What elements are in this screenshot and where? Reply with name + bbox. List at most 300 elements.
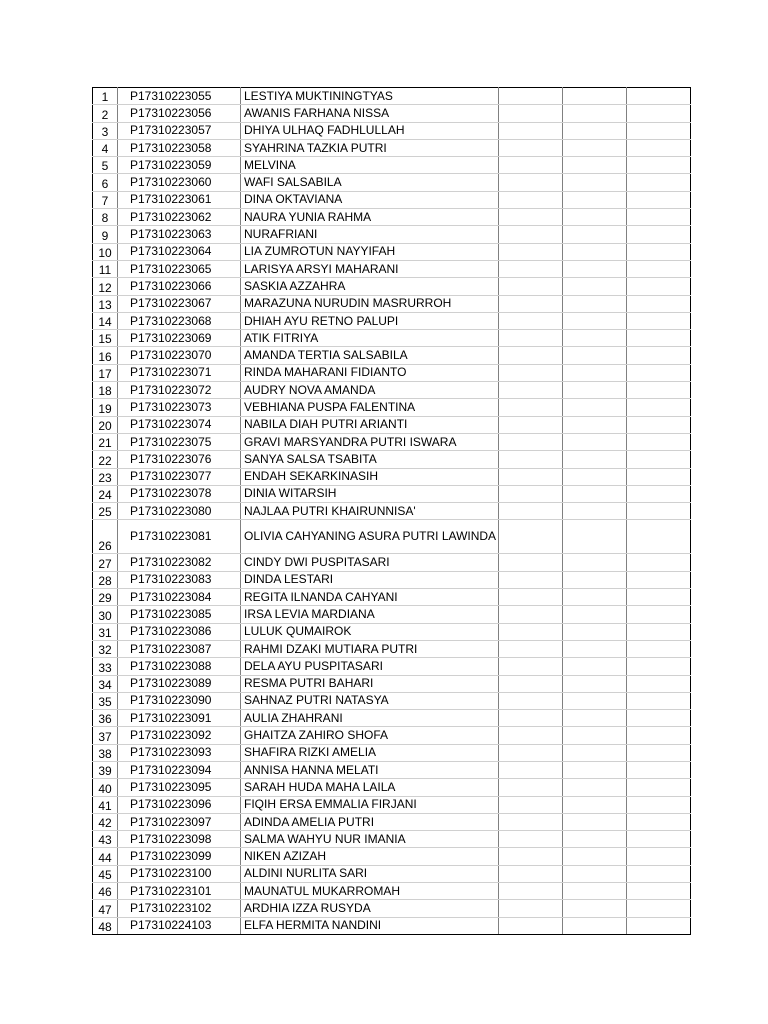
empty-cell	[563, 88, 627, 105]
table-row	[93, 364, 691, 381]
empty-cell	[499, 883, 563, 900]
student-id: P17310223060	[118, 174, 241, 191]
table-row	[93, 105, 691, 122]
student-name: MARAZUNA NURUDIN MASRURROH	[241, 295, 499, 312]
empty-cell	[499, 485, 563, 502]
student-id: P17310223087	[118, 640, 241, 657]
empty-cell	[627, 416, 691, 433]
empty-cell	[627, 451, 691, 468]
table-row	[93, 692, 691, 709]
empty-cell	[627, 105, 691, 122]
student-id: P17310223074	[118, 416, 241, 433]
empty-cell	[627, 364, 691, 381]
empty-cell	[563, 917, 627, 934]
student-table	[92, 87, 691, 935]
empty-cell	[627, 88, 691, 105]
student-name: IRSA LEVIA MARDIANA	[241, 606, 499, 623]
empty-cell	[627, 589, 691, 606]
student-name: FIQIH ERSA EMMALIA FIRJANI	[241, 796, 499, 813]
empty-cell	[563, 347, 627, 364]
row-number: 6	[93, 174, 118, 191]
student-id: P17310223088	[118, 658, 241, 675]
student-name: MELVINA	[241, 157, 499, 174]
table-row	[93, 744, 691, 761]
table-row	[93, 88, 691, 105]
row-number: 10	[93, 243, 118, 260]
row-number: 27	[93, 554, 118, 571]
empty-cell	[627, 278, 691, 295]
empty-cell	[627, 433, 691, 450]
student-name: ELFA HERMITA NANDINI	[241, 917, 499, 934]
row-number: 25	[93, 503, 118, 520]
row-number: 29	[93, 589, 118, 606]
student-id: P17310223093	[118, 744, 241, 761]
table-row	[93, 295, 691, 312]
student-name: ATIK FITRIYA	[241, 330, 499, 347]
row-number: 36	[93, 710, 118, 727]
empty-cell	[563, 330, 627, 347]
student-name: NIKEN AZIZAH	[241, 848, 499, 865]
student-id: P17310223063	[118, 226, 241, 243]
student-id: P17310223082	[118, 554, 241, 571]
student-name: AMANDA TERTIA SALSABILA	[241, 347, 499, 364]
empty-cell	[563, 623, 627, 640]
student-name: WAFI SALSABILA	[241, 174, 499, 191]
empty-cell	[499, 122, 563, 139]
empty-cell	[627, 157, 691, 174]
table-row	[93, 416, 691, 433]
row-number: 28	[93, 571, 118, 588]
student-name: SYAHRINA TAZKIA PUTRI	[241, 139, 499, 156]
student-name: MAUNATUL MUKARROMAH	[241, 883, 499, 900]
empty-cell	[563, 675, 627, 692]
student-name: CINDY DWI PUSPITASARI	[241, 554, 499, 571]
student-name: SARAH HUDA MAHA LAILA	[241, 779, 499, 796]
student-id: P17310223065	[118, 260, 241, 277]
empty-cell	[627, 554, 691, 571]
empty-cell	[627, 779, 691, 796]
row-number: 21	[93, 433, 118, 450]
student-name: SAHNAZ PUTRI NATASYA	[241, 692, 499, 709]
student-id: P17310223100	[118, 865, 241, 882]
student-id: P17310223092	[118, 727, 241, 744]
table-row	[93, 191, 691, 208]
row-number: 20	[93, 416, 118, 433]
student-id: P17310223102	[118, 900, 241, 917]
table-row	[93, 468, 691, 485]
empty-cell	[499, 606, 563, 623]
empty-cell	[627, 174, 691, 191]
empty-cell	[563, 243, 627, 260]
empty-cell	[499, 744, 563, 761]
empty-cell	[563, 312, 627, 329]
table-row	[93, 640, 691, 657]
row-number: 8	[93, 209, 118, 226]
row-number: 35	[93, 692, 118, 709]
table-row	[93, 606, 691, 623]
student-id: P17310223056	[118, 105, 241, 122]
row-number: 15	[93, 330, 118, 347]
empty-cell	[499, 468, 563, 485]
row-number: 48	[93, 917, 118, 934]
empty-cell	[499, 554, 563, 571]
student-id: P17310223059	[118, 157, 241, 174]
empty-cell	[627, 710, 691, 727]
table-row	[93, 554, 691, 571]
empty-cell	[499, 520, 563, 554]
student-name: DINIA WITARSIH	[241, 485, 499, 502]
empty-cell	[499, 278, 563, 295]
table-row	[93, 710, 691, 727]
empty-cell	[627, 468, 691, 485]
empty-cell	[563, 157, 627, 174]
empty-cell	[499, 503, 563, 520]
table-row	[93, 226, 691, 243]
table-row	[93, 157, 691, 174]
empty-cell	[563, 485, 627, 502]
empty-cell	[499, 710, 563, 727]
student-id: P17310223098	[118, 831, 241, 848]
table-row	[93, 571, 691, 588]
row-number: 38	[93, 744, 118, 761]
empty-cell	[627, 399, 691, 416]
empty-cell	[627, 813, 691, 830]
empty-cell	[563, 139, 627, 156]
row-number: 26	[93, 520, 118, 554]
student-name: ANNISA HANNA MELATI	[241, 761, 499, 778]
empty-cell	[563, 399, 627, 416]
row-number: 34	[93, 675, 118, 692]
student-name: ENDAH SEKARKINASIH	[241, 468, 499, 485]
empty-cell	[563, 606, 627, 623]
table-row	[93, 451, 691, 468]
row-number: 46	[93, 883, 118, 900]
table-row	[93, 503, 691, 520]
empty-cell	[563, 191, 627, 208]
empty-cell	[627, 226, 691, 243]
student-name: LULUK QUMAIROK	[241, 623, 499, 640]
empty-cell	[499, 139, 563, 156]
empty-cell	[499, 779, 563, 796]
student-id: P17310223101	[118, 883, 241, 900]
student-name: NAURA YUNIA RAHMA	[241, 209, 499, 226]
table-row	[93, 330, 691, 347]
student-id: P17310223069	[118, 330, 241, 347]
table-row	[93, 589, 691, 606]
empty-cell	[499, 157, 563, 174]
student-name: VEBHIANA PUSPA FALENTINA	[241, 399, 499, 416]
empty-cell	[563, 520, 627, 554]
empty-cell	[563, 260, 627, 277]
empty-cell	[499, 416, 563, 433]
student-id: P17310223070	[118, 347, 241, 364]
table-row	[93, 848, 691, 865]
empty-cell	[627, 312, 691, 329]
row-number: 12	[93, 278, 118, 295]
row-number: 5	[93, 157, 118, 174]
table-row	[93, 399, 691, 416]
student-name: GRAVI MARSYANDRA PUTRI ISWARA	[241, 433, 499, 450]
row-number: 4	[93, 139, 118, 156]
row-number: 43	[93, 831, 118, 848]
empty-cell	[627, 520, 691, 554]
empty-cell	[563, 364, 627, 381]
row-number: 32	[93, 640, 118, 657]
empty-cell	[627, 848, 691, 865]
table-row	[93, 796, 691, 813]
student-name: SHAFIRA RIZKI AMELIA	[241, 744, 499, 761]
table-row	[93, 433, 691, 450]
empty-cell	[563, 692, 627, 709]
student-name: DINDA LESTARI	[241, 571, 499, 588]
student-id: P17310223081	[118, 520, 241, 554]
empty-cell	[627, 503, 691, 520]
empty-cell	[563, 589, 627, 606]
table-row	[93, 900, 691, 917]
student-name: NAJLAA PUTRI KHAIRUNNISA'	[241, 503, 499, 520]
empty-cell	[499, 658, 563, 675]
student-id: P17310223080	[118, 503, 241, 520]
empty-cell	[627, 209, 691, 226]
table-row	[93, 658, 691, 675]
table-row	[93, 883, 691, 900]
row-number: 9	[93, 226, 118, 243]
student-id: P17310223097	[118, 813, 241, 830]
empty-cell	[499, 209, 563, 226]
row-number: 24	[93, 485, 118, 502]
empty-cell	[563, 554, 627, 571]
table-row	[93, 831, 691, 848]
empty-cell	[627, 139, 691, 156]
table-row	[93, 865, 691, 882]
student-name: DHIYA ULHAQ FADHLULLAH	[241, 122, 499, 139]
student-name: SANYA SALSA TSABITA	[241, 451, 499, 468]
empty-cell	[563, 848, 627, 865]
empty-cell	[627, 675, 691, 692]
student-name: RESMA PUTRI BAHARI	[241, 675, 499, 692]
empty-cell	[627, 623, 691, 640]
row-number: 16	[93, 347, 118, 364]
empty-cell	[499, 813, 563, 830]
student-name: ADINDA AMELIA PUTRI	[241, 813, 499, 830]
empty-cell	[563, 433, 627, 450]
row-number: 7	[93, 191, 118, 208]
empty-cell	[499, 105, 563, 122]
student-name: DINA OKTAVIANA	[241, 191, 499, 208]
table-row	[93, 623, 691, 640]
empty-cell	[499, 347, 563, 364]
empty-cell	[499, 88, 563, 105]
student-id: P17310223076	[118, 451, 241, 468]
empty-cell	[499, 364, 563, 381]
row-number: 40	[93, 779, 118, 796]
empty-cell	[627, 640, 691, 657]
empty-cell	[627, 122, 691, 139]
empty-cell	[627, 382, 691, 399]
table-row	[93, 779, 691, 796]
student-id: P17310223062	[118, 209, 241, 226]
empty-cell	[563, 503, 627, 520]
student-name: LESTIYA MUKTININGTYAS	[241, 88, 499, 105]
row-number: 23	[93, 468, 118, 485]
table-row	[93, 485, 691, 502]
student-name: REGITA ILNANDA CAHYANI	[241, 589, 499, 606]
row-number: 19	[93, 399, 118, 416]
empty-cell	[563, 451, 627, 468]
empty-cell	[563, 105, 627, 122]
student-name: GHAITZA ZAHIRO SHOFA	[241, 727, 499, 744]
empty-cell	[563, 796, 627, 813]
empty-cell	[563, 831, 627, 848]
table-row	[93, 917, 691, 934]
student-name: AULIA ZHAHRANI	[241, 710, 499, 727]
empty-cell	[499, 796, 563, 813]
table-row	[93, 312, 691, 329]
empty-cell	[499, 571, 563, 588]
empty-cell	[499, 433, 563, 450]
empty-cell	[499, 295, 563, 312]
student-name: RAHMI DZAKI MUTIARA PUTRI	[241, 640, 499, 657]
student-id: P17310223067	[118, 295, 241, 312]
row-number: 39	[93, 761, 118, 778]
empty-cell	[499, 174, 563, 191]
student-name: ARDHIA IZZA RUSYDA	[241, 900, 499, 917]
empty-cell	[627, 485, 691, 502]
table-row	[93, 675, 691, 692]
table-row	[93, 727, 691, 744]
student-id: P17310223077	[118, 468, 241, 485]
row-number: 1	[93, 88, 118, 105]
student-id: P17310223096	[118, 796, 241, 813]
empty-cell	[563, 779, 627, 796]
table-row	[93, 139, 691, 156]
empty-cell	[499, 831, 563, 848]
empty-cell	[499, 675, 563, 692]
empty-cell	[563, 295, 627, 312]
row-number: 37	[93, 727, 118, 744]
empty-cell	[563, 744, 627, 761]
empty-cell	[499, 917, 563, 934]
empty-cell	[499, 589, 563, 606]
student-name: SASKIA AZZAHRA	[241, 278, 499, 295]
empty-cell	[499, 727, 563, 744]
empty-cell	[563, 209, 627, 226]
empty-cell	[627, 865, 691, 882]
empty-cell	[627, 883, 691, 900]
empty-cell	[563, 658, 627, 675]
table-row	[93, 243, 691, 260]
row-number: 3	[93, 122, 118, 139]
empty-cell	[627, 761, 691, 778]
student-name: NURAFRIANI	[241, 226, 499, 243]
student-name: NABILA DIAH PUTRI ARIANTI	[241, 416, 499, 433]
table-row	[93, 813, 691, 830]
empty-cell	[563, 727, 627, 744]
row-number: 17	[93, 364, 118, 381]
empty-cell	[499, 260, 563, 277]
student-id: P17310223090	[118, 692, 241, 709]
table-row	[93, 278, 691, 295]
student-id: P17310223084	[118, 589, 241, 606]
row-number: 42	[93, 813, 118, 830]
empty-cell	[563, 278, 627, 295]
empty-cell	[627, 571, 691, 588]
row-number: 2	[93, 105, 118, 122]
empty-cell	[563, 710, 627, 727]
empty-cell	[563, 174, 627, 191]
student-id: P17310223085	[118, 606, 241, 623]
empty-cell	[499, 226, 563, 243]
empty-cell	[499, 191, 563, 208]
empty-cell	[563, 900, 627, 917]
empty-cell	[627, 330, 691, 347]
student-name: OLIVIA CAHYANING ASURA PUTRI LAWINDA	[241, 520, 499, 554]
empty-cell	[627, 191, 691, 208]
table-row	[93, 209, 691, 226]
empty-cell	[627, 727, 691, 744]
student-id: P17310223091	[118, 710, 241, 727]
student-id: P17310223061	[118, 191, 241, 208]
table-body	[93, 88, 691, 935]
empty-cell	[499, 382, 563, 399]
row-number: 44	[93, 848, 118, 865]
empty-cell	[563, 468, 627, 485]
student-name: DHIAH AYU RETNO PALUPI	[241, 312, 499, 329]
empty-cell	[499, 900, 563, 917]
empty-cell	[627, 796, 691, 813]
empty-cell	[499, 640, 563, 657]
student-name: AWANIS FARHANA NISSA	[241, 105, 499, 122]
table-row	[93, 761, 691, 778]
empty-cell	[499, 761, 563, 778]
table-row	[93, 520, 691, 554]
student-id: P17310223066	[118, 278, 241, 295]
student-id: P17310223071	[118, 364, 241, 381]
empty-cell	[563, 226, 627, 243]
empty-cell	[627, 917, 691, 934]
student-id: P17310223073	[118, 399, 241, 416]
student-id: P17310223089	[118, 675, 241, 692]
student-name: LARISYA ARSYI MAHARANI	[241, 260, 499, 277]
student-id: P17310223057	[118, 122, 241, 139]
empty-cell	[499, 865, 563, 882]
student-id: P17310223064	[118, 243, 241, 260]
row-number: 14	[93, 312, 118, 329]
row-number: 33	[93, 658, 118, 675]
student-name: RINDA MAHARANI FIDIANTO	[241, 364, 499, 381]
row-number: 18	[93, 382, 118, 399]
row-number: 31	[93, 623, 118, 640]
student-id: P17310223075	[118, 433, 241, 450]
empty-cell	[563, 865, 627, 882]
student-name: ALDINI NURLITA SARI	[241, 865, 499, 882]
empty-cell	[563, 416, 627, 433]
row-number: 47	[93, 900, 118, 917]
empty-cell	[627, 295, 691, 312]
empty-cell	[499, 623, 563, 640]
student-id: P17310223099	[118, 848, 241, 865]
student-id: P17310223072	[118, 382, 241, 399]
student-name: AUDRY NOVA AMANDA	[241, 382, 499, 399]
student-name: LIA ZUMROTUN NAYYIFAH	[241, 243, 499, 260]
empty-cell	[563, 122, 627, 139]
student-id: P17310223086	[118, 623, 241, 640]
row-number: 22	[93, 451, 118, 468]
student-id: P17310224103	[118, 917, 241, 934]
empty-cell	[563, 883, 627, 900]
empty-cell	[627, 260, 691, 277]
empty-cell	[499, 399, 563, 416]
